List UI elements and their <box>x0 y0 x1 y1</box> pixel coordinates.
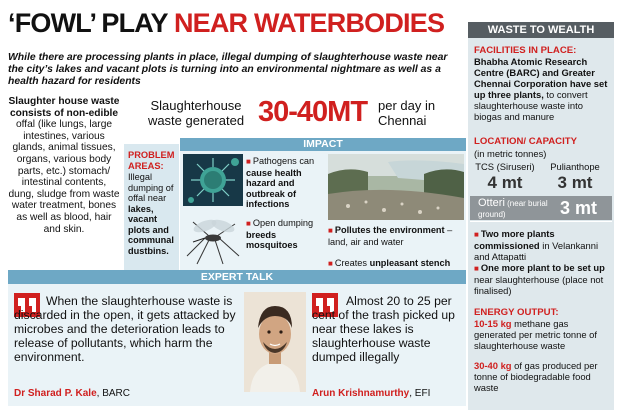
facilities-bold: Bhabha Atomic Research Centre (BARC) and Greater Chennai Corporation have set up three plants, <box>474 56 608 100</box>
sidebar-divider <box>470 221 612 222</box>
headline <box>8 8 463 50</box>
dumping-site-photo <box>328 154 464 220</box>
author-1-org: , BARC <box>96 388 130 399</box>
quote-2-text: Almost 20 to 25 per cent of the trash picked up near these lakes is slaughterhouse waste dumped illegally <box>312 294 455 364</box>
site-otteri-value: 3 mt <box>560 198 598 218</box>
author-1-name: Dr Sharad P. Kale <box>14 388 97 399</box>
impact-dumping <box>246 218 324 251</box>
expert-portrait-photo <box>244 292 306 392</box>
site-otteri-note: (near burial ground) <box>478 199 548 219</box>
site-pulianthope-value: 3 mt <box>557 173 593 192</box>
bullet-square-icon: ■ <box>246 219 251 228</box>
pathogens-pre: Pathogens can <box>252 156 315 166</box>
bullet-square-icon: ■ <box>474 230 479 239</box>
stench-pre: Creates <box>334 258 370 268</box>
offal-note-rest: offal (like lungs, large intestines, various glands, animal tissues, organs, various body parts, etc.) stomach/ intestinal contents, dung, sludge from waste water treatment, bones as well as blood, hair and skin. <box>8 119 120 235</box>
bullet-square-icon: ■ <box>328 226 333 235</box>
impact-pathogens <box>246 156 326 210</box>
problem-areas-body <box>128 172 180 256</box>
pollutes-bold: Pollutes the environment <box>334 225 445 235</box>
pathogens-bold: cause health hazard and outbreak of infections <box>246 167 302 209</box>
expert-talk-header: EXPERT TALK <box>8 270 466 284</box>
dumping-bold: breeds mosquitoes <box>246 229 298 250</box>
sidebar-title: WASTE TO WEALTH <box>468 22 614 38</box>
energy-output-2 <box>474 360 610 393</box>
plant-planned <box>474 262 610 296</box>
pathogen-image <box>183 154 243 206</box>
energy-1-amount: 10-15 kg <box>474 318 512 329</box>
problem-areas-title: PROBLEM AREAS: <box>128 150 175 171</box>
bullet-square-icon: ■ <box>246 157 251 166</box>
dumping-pre: Open dumping <box>252 218 314 228</box>
facilities-in-place <box>474 44 612 122</box>
impact-header: IMPACT <box>180 138 466 151</box>
stench-bold: unpleasant stench <box>369 258 451 268</box>
problem-areas-body-pre: Illegal dumping of offal near <box>128 172 174 203</box>
impact-stench <box>328 258 464 270</box>
energy-output-head: ENERGY OUTPUT: <box>474 307 559 318</box>
bullet-square-icon: ■ <box>474 264 479 273</box>
location-capacity-sub: (in metric tonnes) <box>474 148 547 159</box>
location-capacity-head: LOCATION/ CAPACITY <box>474 136 578 147</box>
energy-2-rest: of gas produced per tonne of biodegradable food waste <box>474 360 598 393</box>
plants-1-rest: in Velankanni and Attapatti <box>474 240 599 262</box>
site-pulianthope <box>540 160 610 194</box>
site-tcs-value: 4 mt <box>487 173 523 192</box>
impact-pollutes <box>328 225 464 247</box>
site-otteri-name <box>478 198 558 220</box>
energy-1-rest: methane gas generated per metric tonne of slaughterhouse waste <box>474 318 597 351</box>
headline-part2: NEAR WATERBODIES <box>173 8 445 38</box>
facilities-rest: to convert slaughterhouse waste into biogas and manure <box>474 89 588 122</box>
quote-1-text: When the slaughterhouse waste is discarded in the open, it gets attacked by microbes and the deterioration leads to release of pollutants, which harm the environment. <box>14 294 236 364</box>
offal-note <box>8 96 120 235</box>
headline-part1: ‘FOWL’ PLAY <box>8 8 174 38</box>
plants-2-rest: near slaughterhouse (place not finalised) <box>474 274 604 296</box>
site-tcs-name: TCS (Siruseri) <box>475 161 535 172</box>
quote-1-author <box>14 388 130 399</box>
site-tcs <box>474 160 536 194</box>
intro-text: While there are processing plants in place, illegal dumping of slaughterhouse waste near the city’s lakes and vacant plots is turning into an environmental nightmare as well as a health hazard for residents <box>8 52 448 87</box>
plants-2-bold: One more plant to be set up <box>480 262 605 273</box>
stat-unit: per day in Chennai <box>378 98 436 128</box>
problem-areas-body-bold: lakes, vacant plots and communal dustbins. <box>128 203 174 256</box>
site-pulianthope-name: Pulianthope <box>550 161 600 172</box>
stat-label: Slaughterhouse waste generated <box>147 98 245 128</box>
energy-output-1 <box>474 318 610 351</box>
bullet-square-icon: ■ <box>328 259 333 268</box>
site-otteri-label: Otteri <box>478 197 505 209</box>
author-2-org: , EFI <box>409 388 431 399</box>
energy-2-amount: 30-40 kg <box>474 360 512 371</box>
facilities-head: FACILITIES IN PLACE: <box>474 45 577 56</box>
offal-note-bold: Slaughter house waste consists of non-edible <box>8 96 120 119</box>
plants-1-bold: Two more plants commissioned <box>474 228 555 251</box>
plants-commissioned <box>474 228 610 262</box>
mosquito-image <box>183 212 243 266</box>
quote-2-author <box>312 388 430 399</box>
pollutes-rest: – land, air and water <box>328 225 453 247</box>
stat-value: 30-40MT <box>258 96 368 128</box>
author-2-name: Arun Krishnamurthy <box>312 388 410 399</box>
